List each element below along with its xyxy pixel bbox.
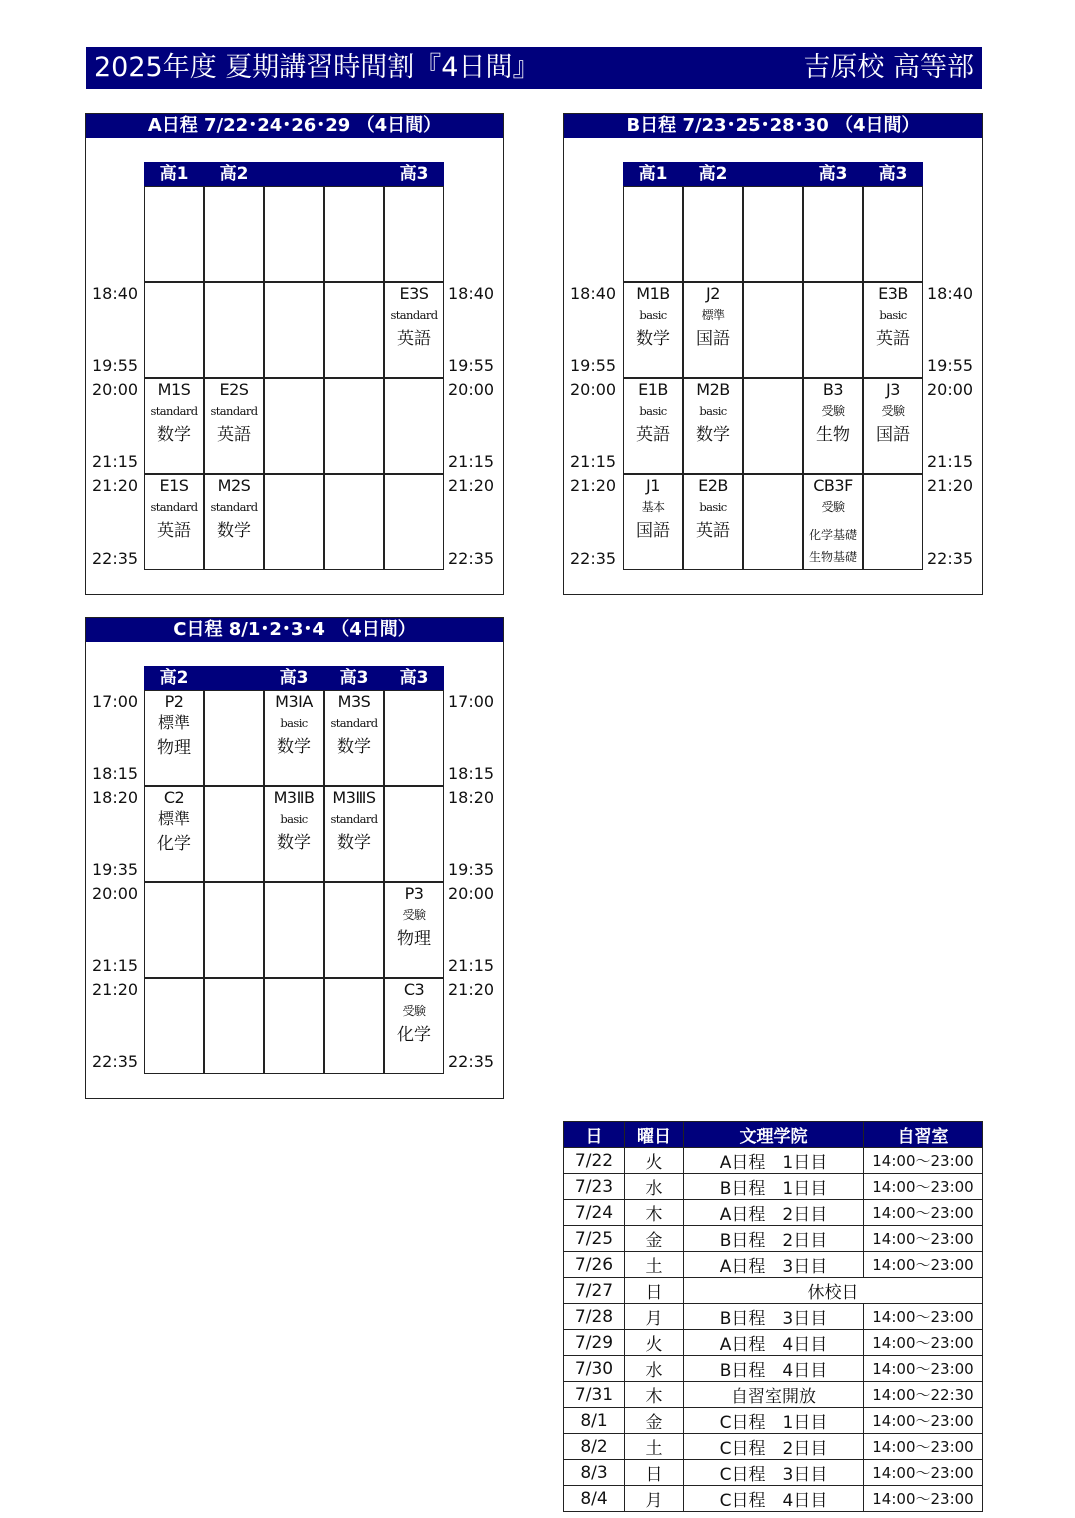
calendar-row [564,1460,983,1486]
lesson-level: 受験 [881,404,905,418]
lesson-P2 [144,690,204,786]
schedule-c-cell [204,786,264,882]
calendar-weekday: 木 [625,1200,684,1226]
lesson-level: basic [280,716,308,730]
time-label: 18:40 [927,284,974,303]
lesson-code: M2S [217,476,251,495]
calendar-hours: 14:00～23:00 [864,1304,983,1330]
time-label: 18:15 [448,764,495,783]
lesson-level: standard [210,500,258,514]
schedule-a-cell [324,186,384,282]
lesson-subject: 化学 [397,1025,431,1045]
calendar-schedule: C日程 4日目 [684,1486,864,1512]
calendar-weekday: 月 [625,1304,684,1330]
lesson-code: E2S [219,380,249,399]
lesson-subject: 数学 [277,737,311,757]
calendar-date: 8/2 [564,1434,625,1460]
lesson-subject: 数学 [337,833,371,853]
schedule-c-heading: C日程 8/1･2･3･4 （4日間） [86,618,503,642]
lesson-level: basic [639,404,667,418]
calendar-date: 8/4 [564,1486,625,1512]
schedule-c-cell [384,786,444,882]
lesson-level: 受験 [821,500,845,514]
schedule-a-col-4 [324,162,384,186]
time-label: 20:00 [448,884,495,903]
calendar-date: 7/30 [564,1356,625,1382]
calendar-schedule: A日程 3日目 [684,1252,864,1278]
lesson-M3S [324,690,384,786]
lesson-subject: 物理 [397,929,431,949]
lesson-subject: 英語 [157,521,191,541]
calendar-hours: 14:00～23:00 [864,1408,983,1434]
page-title: 2025年度 夏期講習時間割『4日間』 [94,52,540,83]
schedule-b-heading: B日程 7/23･25･28･30 （4日間） [564,114,982,138]
calendar-date: 8/3 [564,1460,625,1486]
calendar-hours: 14:00～22:30 [864,1382,983,1408]
schedule-b-cell [803,186,863,282]
lesson-code: E3S [399,284,429,303]
time-label: 19:55 [448,356,495,375]
calendar-row [564,1174,983,1200]
calendar-weekday: 月 [625,1486,684,1512]
lesson-code: E3B [878,284,908,303]
lesson-E2S [204,378,264,474]
lesson-subject: 数学 [696,425,730,445]
lesson-code: M3ⅡB [273,788,315,807]
schedule-b-cell [743,474,803,570]
lesson-subject: 化学 [157,834,191,854]
time-label: 20:00 [927,380,974,399]
lesson-subject: 数学 [277,833,311,853]
lesson-subject: 数学 [217,521,251,541]
time-label: 18:20 [448,788,495,807]
calendar-schedule: 休校日 [684,1278,983,1304]
calendar-weekday: 火 [625,1148,684,1174]
lesson-E3S [384,282,444,378]
schedule-b-cell [683,186,743,282]
time-label: 18:15 [92,764,139,783]
schedule-a-cell [264,282,324,378]
calendar-schedule: B日程 3日目 [684,1304,864,1330]
time-label: 19:55 [570,356,617,375]
calendar-weekday: 火 [625,1330,684,1356]
lesson-level: 標準 [157,809,190,828]
calendar-hours: 14:00～23:00 [864,1434,983,1460]
lesson-level: standard [390,308,438,322]
schedule-a-cell [144,186,204,282]
lesson-code: M1B [636,284,670,303]
lesson-level: standard [150,404,198,418]
time-label: 21:15 [92,452,139,471]
time-label: 19:35 [448,860,495,879]
schedule-a-cell [204,282,264,378]
schedule-c-col-4: 高3 [324,666,384,690]
lesson-M3IA [264,690,324,786]
time-label: 22:35 [927,549,974,568]
calendar-date: 7/31 [564,1382,625,1408]
calendar-row [564,1226,983,1252]
calendar-date: 7/26 [564,1252,625,1278]
schedule-b-cell [743,378,803,474]
lesson-E2B [683,474,743,570]
calendar-row [564,1434,983,1460]
page-title-bar [86,47,982,89]
schedule-c-cell [324,978,384,1074]
lesson-M1B [623,282,683,378]
school-name: 吉原校 高等部 [803,52,974,83]
calendar-date: 7/27 [564,1278,625,1304]
lesson-code: J3 [886,380,900,399]
time-label: 20:00 [570,380,617,399]
calendar-row [564,1330,983,1356]
time-label: 18:40 [570,284,617,303]
schedule-a-cell [384,474,444,570]
time-label: 21:20 [92,980,139,999]
schedule-c-cell [324,882,384,978]
time-label: 21:20 [92,476,139,495]
lesson-code: C2 [163,788,185,807]
calendar-row [564,1304,983,1330]
calendar-schedule: C日程 2日目 [684,1434,864,1460]
schedule-a-col-5: 高3 [384,162,444,186]
lesson-level: 基本 [641,500,665,514]
schedule-b-cell [623,186,683,282]
time-label: 19:35 [92,860,139,879]
calendar-weekday: 木 [625,1382,684,1408]
schedule-c-col-3: 高3 [264,666,324,690]
schedule-b-col-1: 高1 [623,162,683,186]
time-label: 19:55 [927,356,974,375]
calendar-weekday: 土 [625,1252,684,1278]
lesson-C2 [144,786,204,882]
lesson-code: P3 [404,884,424,903]
lesson-subject: 生物 [816,425,850,445]
calendar-schedule: B日程 2日目 [684,1226,864,1252]
lesson-code: P2 [164,692,184,711]
calendar-schedule: 自習室開放 [684,1382,864,1408]
time-label: 20:00 [92,884,139,903]
schedule-b-col-5: 高3 [863,162,923,186]
time-label: 21:15 [927,452,974,471]
lesson-level: basic [280,812,308,826]
calendar-hours: 14:00～23:00 [864,1148,983,1174]
schedule-b-cell [803,282,863,378]
schedule-a-col-3 [264,162,324,186]
schedule-a-cell [264,378,324,474]
schedule-c-cell [204,978,264,1074]
calendar-table [563,1121,983,1512]
lesson-code: B3 [822,380,844,399]
schedule-c-col-5: 高3 [384,666,444,690]
lesson-C3 [384,978,444,1074]
calendar-row [564,1278,983,1304]
schedule-a-heading: A日程 7/22･24･26･29 （4日間） [86,114,503,138]
lesson-subject-2: 生物基礎 [808,550,857,564]
lesson-level: 標準 [701,308,725,322]
calendar-weekday: 金 [625,1226,684,1252]
lesson-code: E2B [698,476,728,495]
calendar-header-weekday: 曜日 [625,1122,684,1148]
calendar-weekday: 金 [625,1408,684,1434]
schedule-c-cell [264,978,324,1074]
calendar-header-row [564,1122,983,1148]
calendar-hours: 14:00～23:00 [864,1460,983,1486]
calendar-weekday: 日 [625,1278,684,1304]
lesson-level: 受験 [402,1004,426,1018]
lesson-level: basic [699,500,727,514]
lesson-subject: 国語 [696,329,730,349]
time-label: 21:15 [92,956,139,975]
time-label: 21:15 [570,452,617,471]
calendar-date: 7/25 [564,1226,625,1252]
time-label: 21:20 [927,476,974,495]
calendar-schedule: B日程 4日目 [684,1356,864,1382]
time-label: 20:00 [448,380,495,399]
calendar-weekday: 水 [625,1356,684,1382]
lesson-subject: 国語 [636,521,670,541]
time-label: 19:55 [92,356,139,375]
schedule-a-cell [324,378,384,474]
lesson-J3 [863,378,923,474]
lesson-code: CB3F [813,476,853,495]
schedule-b-col-3 [743,162,803,186]
time-label: 22:35 [92,1052,139,1071]
lesson-M1S [144,378,204,474]
lesson-level: 標準 [157,713,190,732]
calendar-hours: 14:00～23:00 [864,1486,983,1512]
time-label: 22:35 [92,549,139,568]
lesson-level: 受験 [402,908,426,922]
lesson-subject: 英語 [636,425,670,445]
time-label: 21:15 [448,452,495,471]
schedule-c-col-2 [204,666,264,690]
lesson-code: M2B [696,380,730,399]
lesson-subject: 英語 [876,329,910,349]
calendar-header-date: 日 [564,1122,625,1148]
schedule-b-col-4: 高3 [803,162,863,186]
time-label: 21:20 [448,980,495,999]
calendar-hours: 14:00～23:00 [864,1226,983,1252]
schedule-c-cell [264,882,324,978]
lesson-subject: 数学 [157,425,191,445]
time-label: 17:00 [448,692,495,711]
schedule-a-col-2: 高2 [204,162,264,186]
lesson-code: E1S [159,476,189,495]
lesson-level: basic [699,404,727,418]
calendar-weekday: 水 [625,1174,684,1200]
calendar-row [564,1382,983,1408]
lesson-subject: 英語 [217,425,251,445]
calendar-row [564,1356,983,1382]
calendar-header-study-room: 自習室 [864,1122,983,1148]
lesson-code: M3ⅢS [332,788,376,807]
time-label: 21:15 [448,956,495,975]
schedule-b-cell [863,186,923,282]
time-label: 22:35 [570,549,617,568]
calendar-hours: 14:00～23:00 [864,1200,983,1226]
schedule-a-cell [324,474,384,570]
time-label: 18:40 [448,284,495,303]
time-label: 21:20 [448,476,495,495]
calendar-date: 7/24 [564,1200,625,1226]
lesson-level: standard [330,812,378,826]
time-label: 22:35 [448,1052,495,1071]
time-label: 18:40 [92,284,139,303]
calendar-date: 7/23 [564,1174,625,1200]
lesson-B3 [803,378,863,474]
calendar-row [564,1148,983,1174]
time-label: 21:20 [570,476,617,495]
lesson-J2 [683,282,743,378]
time-label: 18:20 [92,788,139,807]
lesson-subject: 数学 [636,329,670,349]
schedule-a-cell [204,186,264,282]
time-label: 20:00 [92,380,139,399]
lesson-code: E1B [638,380,668,399]
lesson-code: M3S [337,692,371,711]
lesson-code: J1 [646,476,660,495]
schedule-a-cell [264,474,324,570]
schedule-b-cell [863,474,923,570]
schedule-a-cell [324,282,384,378]
schedule-a-cell [384,378,444,474]
lesson-level: basic [879,308,907,322]
schedule-a-cell [144,282,204,378]
lesson-level: standard [210,404,258,418]
lesson-subject: 物理 [157,738,191,758]
lesson-M3IIB [264,786,324,882]
lesson-E3B [863,282,923,378]
lesson-code: M1S [157,380,191,399]
calendar-row [564,1252,983,1278]
lesson-P3 [384,882,444,978]
lesson-level: standard [150,500,198,514]
schedule-c-cell [204,882,264,978]
calendar-weekday: 土 [625,1434,684,1460]
lesson-code: M3ⅠA [275,692,313,711]
lesson-E1S [144,474,204,570]
lesson-subject: 英語 [397,329,431,349]
lesson-M3IIIS [324,786,384,882]
lesson-code: J2 [706,284,720,303]
lesson-CB3F [803,474,863,570]
calendar-hours: 14:00～23:00 [864,1356,983,1382]
calendar-hours: 14:00～23:00 [864,1174,983,1200]
calendar-hours: 14:00～23:00 [864,1330,983,1356]
calendar-row [564,1408,983,1434]
schedule-c-cell [144,882,204,978]
calendar-schedule: B日程 1日目 [684,1174,864,1200]
schedule-c-col-1: 高2 [144,666,204,690]
time-label: 17:00 [92,692,139,711]
schedule-a-cell [384,186,444,282]
lesson-level: 受験 [821,404,845,418]
calendar-hours: 14:00～23:00 [864,1252,983,1278]
calendar-schedule: A日程 2日目 [684,1200,864,1226]
calendar-row [564,1486,983,1512]
calendar-schedule: C日程 1日目 [684,1408,864,1434]
calendar-row [564,1200,983,1226]
calendar-schedule: A日程 4日目 [684,1330,864,1356]
calendar-schedule: A日程 1日目 [684,1148,864,1174]
lesson-J1 [623,474,683,570]
lesson-code: C3 [403,980,425,999]
lesson-level: standard [330,716,378,730]
schedule-a-col-1: 高1 [144,162,204,186]
calendar-schedule: C日程 3日目 [684,1460,864,1486]
lesson-subject: 国語 [876,425,910,445]
calendar-date: 7/22 [564,1148,625,1174]
lesson-subject: 英語 [696,521,730,541]
lesson-subject: 数学 [337,737,371,757]
lesson-M2B [683,378,743,474]
schedule-a-cell [264,186,324,282]
lesson-subject-1: 化学基礎 [808,528,857,542]
schedule-c-cell [144,978,204,1074]
schedule-b-cell [743,282,803,378]
schedule-b-cell [743,186,803,282]
schedule-b-col-2: 高2 [683,162,743,186]
calendar-date: 7/28 [564,1304,625,1330]
calendar-date: 7/29 [564,1330,625,1356]
schedule-c-cell [384,690,444,786]
calendar-date: 8/1 [564,1408,625,1434]
calendar-weekday: 日 [625,1460,684,1486]
time-label: 22:35 [448,549,495,568]
calendar-header-school: 文理学院 [684,1122,864,1148]
lesson-E1B [623,378,683,474]
lesson-M2S [204,474,264,570]
schedule-c-cell [204,690,264,786]
lesson-level: basic [639,308,667,322]
